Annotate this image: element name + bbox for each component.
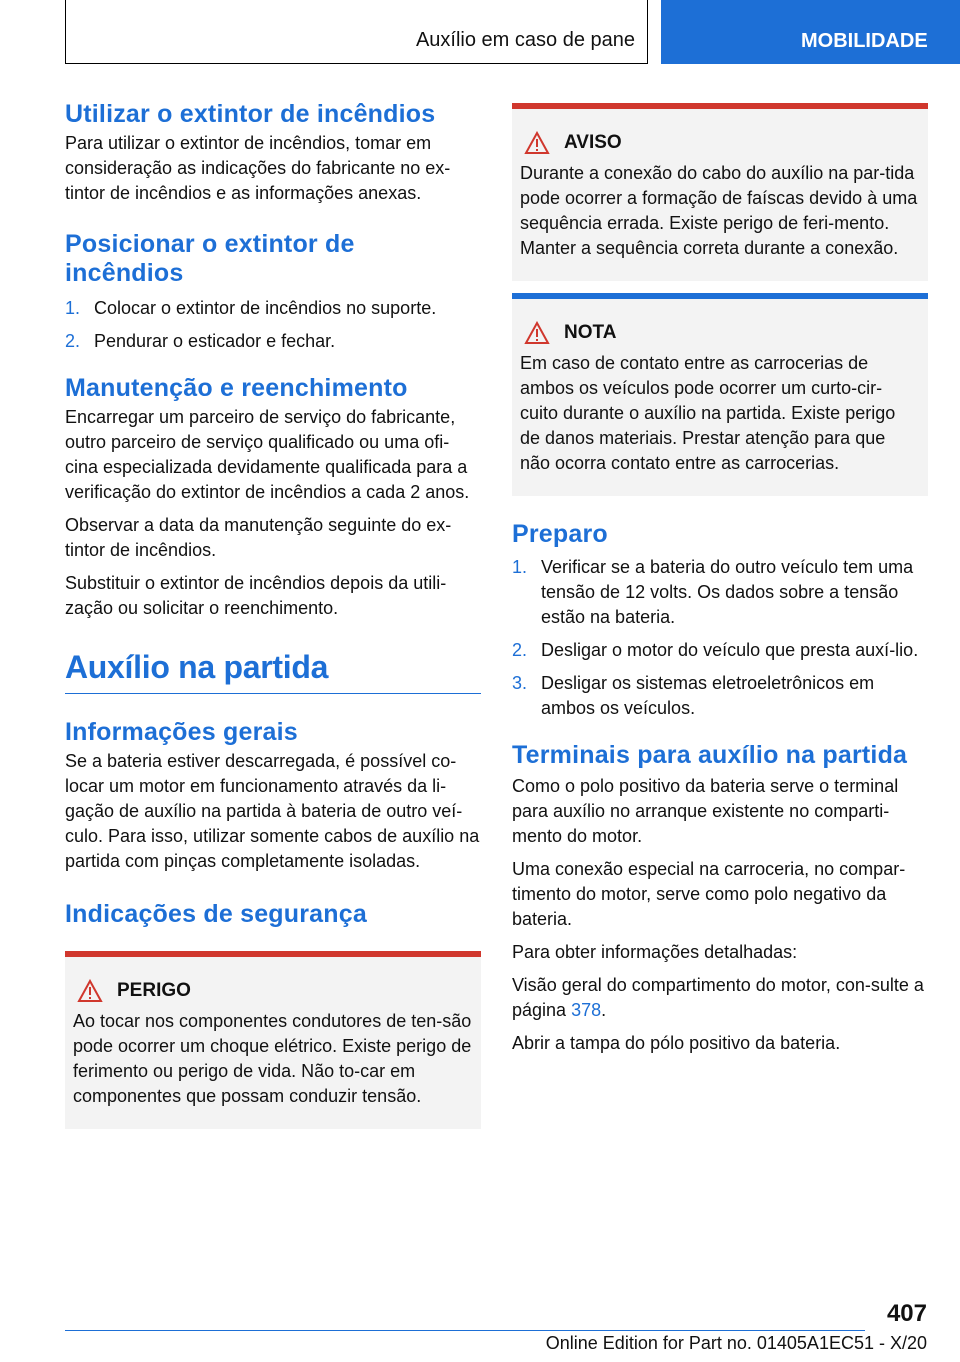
warning-text: Durante a conexão do cabo do auxílio na par-tida pode ocorrer a formação de faíscas devido à uma sequência errada. Existe perigo de feri-mento. Manter a sequência correta durante a conexão. (520, 163, 918, 258)
paragraph-terminais-5: Abrir a tampa do pólo positivo da bateria. (512, 1033, 841, 1053)
list-item: 2. Desligar o motor do veículo que presta auxí-lio. (512, 640, 919, 660)
note-box (512, 293, 928, 496)
page-number: 407 (886, 1300, 927, 1327)
section-title: Auxílio em caso de pane (415, 29, 635, 51)
paragraph-informacoes: Se a bateria estiver descarregada, é possível co-locar um motor em funcionamento através da li-gação de auxílio na partida à bateria de outro veí-culo. Para isso, utilizar somente cabos de auxílio na partida com pinças completamente isoladas. (65, 751, 480, 871)
footer-edition: Online Edition for Part no. 01405A1EC51 - X/20 (545, 1333, 927, 1353)
page-link[interactable]: 378 (571, 1000, 602, 1020)
list-item: 3. Desligar os sistemas eletroeletrônicos em ambos os veículos. (512, 673, 875, 718)
chapter-title: MOBILIDADE (801, 30, 928, 52)
paragraph-terminais-4: Visão geral do compartimento do motor, con-sulte a página 378. (512, 975, 924, 1020)
footer-divider (65, 1330, 865, 1331)
paragraph-terminais-1: Como o polo positivo da bateria serve o terminal para auxílio no arranque existente no comparti-mento do motor. (512, 776, 899, 846)
warning-triangle-icon (77, 979, 103, 1003)
paragraph-usar: Para utilizar o extintor de incêndios, tomar em consideração as indicações do fabricante no ex-tintor de incêndios e as informações anexas. (65, 133, 451, 203)
heading-preparo: Preparo (512, 520, 608, 548)
running-header-section (65, 0, 648, 64)
paragraph-manutencao-3: Substituir o extintor de incêndios depois da utili-zação ou solicitar o reenchimento. (65, 573, 447, 618)
heading-posicionar: Posicionar o extintor de incêndios (65, 230, 355, 287)
note-title: NOTA (520, 319, 920, 347)
paragraph-terminais-3: Para obter informações detalhadas: (512, 942, 798, 962)
left-column (65, 100, 481, 1129)
paragraph-manutencao-2: Observar a data da manutenção seguinte do ex-tintor de incêndios. (65, 515, 452, 560)
list-item: 1. Colocar o extintor de incêndios no suporte. (65, 298, 437, 318)
note-text: Em caso de contato entre as carrocerias de ambos os veículos pode ocorrer um curto-cir-cuito durante o auxílio na partida. Existe perigo de danos materiais. Prestar atenção para que não ocorra contato entre as carrocerias. (520, 353, 896, 473)
warning-triangle-icon (524, 321, 550, 345)
heading-seguranca: Indicações de segurança (65, 900, 367, 928)
heading-usar-extintor: Utilizar o extintor de incêndios (65, 100, 436, 128)
heading-terminais: Terminais para auxílio na partida (512, 741, 908, 769)
heading-manutencao: Manutenção e reenchimento (65, 374, 408, 402)
right-column (512, 103, 928, 1056)
heading-informacoes: Informações gerais (65, 718, 298, 746)
list-posicionar (65, 296, 481, 354)
list-preparo (512, 555, 928, 721)
paragraph-terminais-2: Uma conexão especial na carroceria, no compar-timento do motor, serve como polo negativo da bateria. (512, 859, 906, 929)
list-item: 1. Verificar se a bateria do outro veículo tem uma tensão de 12 volts. Os dados sobre a tensão estão na bateria. (512, 557, 914, 627)
danger-text: Ao tocar nos componentes condutores de ten-são pode ocorrer um choque elétrico. Existe perigo de ferimento ou perigo de vida. Não to-car em componentes que possam conduzir tensão. (73, 1011, 472, 1106)
warning-triangle-icon (524, 131, 550, 155)
warning-title: AVISO (520, 129, 920, 157)
danger-box (65, 951, 481, 1129)
chapter-heading-auxilio: Auxílio na partida (65, 647, 481, 694)
list-item: 2. Pendurar o esticador e fechar. (65, 331, 336, 351)
warning-box (512, 103, 928, 281)
danger-title: PERIGO (73, 977, 473, 1005)
paragraph-manutencao-1: Encarregar um parceiro de serviço do fabricante, outro parceiro de serviço qualificado ou uma ofi-cina especializada devidamente qualificada para a verificação do extintor de incêndios a cada 2 anos. (65, 407, 470, 502)
chapter-tab (661, 0, 960, 64)
